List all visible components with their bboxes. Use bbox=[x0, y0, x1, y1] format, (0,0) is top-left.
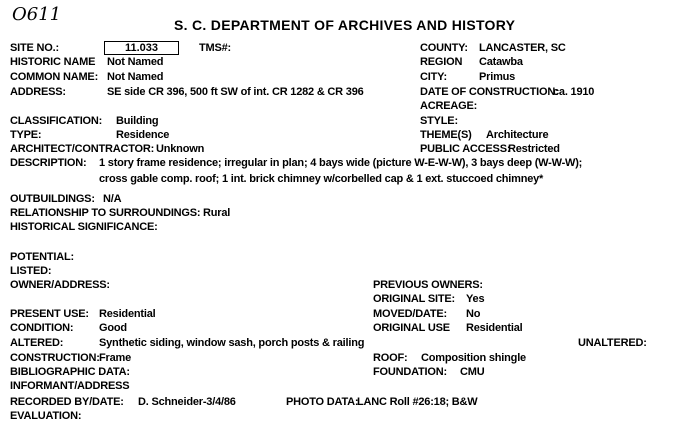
city-value: Primus bbox=[479, 71, 516, 83]
present-use-value: Residential bbox=[99, 308, 156, 320]
classification-value: Building bbox=[116, 115, 159, 127]
public-access-value: Restricted bbox=[508, 143, 560, 155]
date-of-construction-label: DATE OF CONSTRUCTION: bbox=[420, 86, 559, 98]
public-access-label: PUBLIC ACCESS: bbox=[420, 143, 511, 155]
unaltered-label: UNALTERED: bbox=[578, 337, 647, 349]
common-name-label: COMMON NAME: bbox=[10, 71, 99, 83]
original-site-value: Yes bbox=[466, 293, 485, 305]
relationship-label: RELATIONSHIP TO SURROUNDINGS: bbox=[10, 207, 201, 219]
altered-label: ALTERED: bbox=[10, 337, 64, 349]
roof-value: Composition shingle bbox=[421, 352, 526, 364]
informant-label: INFORMANT/ADDRESS bbox=[10, 380, 130, 392]
classification-label: CLASSIFICATION: bbox=[10, 115, 103, 127]
bibliographic-label: BIBLIOGRAPHIC DATA: bbox=[10, 366, 130, 378]
present-use-label: PRESENT USE: bbox=[10, 308, 89, 320]
owner-address-label: OWNER/ADDRESS: bbox=[10, 279, 110, 291]
recorded-by-label: RECORDED BY/DATE: bbox=[10, 396, 124, 408]
site-no-value: 11.033 bbox=[124, 42, 159, 54]
architect-label: ARCHITECT/CONTRACTOR: bbox=[10, 143, 155, 155]
foundation-value: CMU bbox=[460, 366, 485, 378]
roof-label: ROOF: bbox=[373, 352, 408, 364]
header-title: S. C. DEPARTMENT OF ARCHIVES AND HISTORY bbox=[174, 17, 516, 33]
acreage-label: ACREAGE: bbox=[420, 100, 478, 112]
historic-name-label: HISTORIC NAME bbox=[10, 56, 96, 68]
address-value: SE side CR 396, 500 ft SW of int. CR 1282 & CR 396 bbox=[107, 86, 364, 98]
themes-value: Architecture bbox=[486, 129, 549, 141]
original-use-label: ORIGINAL USE bbox=[373, 322, 450, 334]
description-line-2: cross gable comp. roof; 1 int. brick chimney w/corbelled cap & 1 ext. stuccoed chimney* bbox=[99, 173, 544, 185]
historic-name-value: Not Named bbox=[107, 56, 164, 68]
architect-value: Unknown bbox=[156, 143, 205, 155]
county-value: LANCASTER, SC bbox=[479, 42, 566, 54]
date-of-construction-value: ca. 1910 bbox=[553, 86, 595, 98]
type-label: TYPE: bbox=[10, 129, 42, 141]
region-value: Catawba bbox=[479, 56, 523, 68]
county-label: COUNTY: bbox=[420, 42, 468, 54]
site-no-label: SITE NO.: bbox=[10, 42, 59, 54]
city-label: CITY: bbox=[420, 71, 447, 83]
tms-label: TMS#: bbox=[199, 42, 232, 54]
type-value: Residence bbox=[116, 129, 170, 141]
region-label: REGION bbox=[420, 56, 463, 68]
recorded-by-value: D. Schneider-3/4/86 bbox=[138, 396, 236, 408]
style-label: STYLE: bbox=[420, 115, 458, 127]
common-name-value: Not Named bbox=[107, 71, 164, 83]
outbuildings-value: N/A bbox=[103, 193, 122, 205]
outbuildings-label: OUTBUILDINGS: bbox=[10, 193, 95, 205]
photo-data-label: PHOTO DATA: bbox=[286, 396, 359, 408]
original-use-value: Residential bbox=[466, 322, 523, 334]
site-no-box bbox=[104, 41, 179, 55]
condition-value: Good bbox=[99, 322, 127, 334]
moved-date-label: MOVED/DATE: bbox=[373, 308, 447, 320]
description-line-1: 1 story frame residence; irregular in plan; 4 bays wide (picture W-E-W-W), 3 bays deep (W-W-W); bbox=[99, 157, 583, 169]
address-label: ADDRESS: bbox=[10, 86, 66, 98]
previous-owners-label: PREVIOUS OWNERS: bbox=[373, 279, 483, 291]
foundation-label: FOUNDATION: bbox=[373, 366, 447, 378]
construction-value: Frame bbox=[99, 352, 132, 364]
original-site-label: ORIGINAL SITE: bbox=[373, 293, 455, 305]
historical-significance-label: HISTORICAL SIGNIFICANCE: bbox=[10, 221, 158, 233]
potential-label: POTENTIAL: bbox=[10, 251, 74, 263]
moved-date-value: No bbox=[466, 308, 481, 320]
condition-label: CONDITION: bbox=[10, 322, 74, 334]
themes-label: THEME(S) bbox=[420, 129, 472, 141]
altered-value: Synthetic siding, window sash, porch posts & railing bbox=[99, 337, 365, 349]
handwritten-number: O611 bbox=[12, 4, 62, 25]
evaluation-label: EVALUATION: bbox=[10, 410, 82, 422]
relationship-value: Rural bbox=[203, 207, 231, 219]
listed-label: LISTED: bbox=[10, 265, 52, 277]
photo-data-value: LANC Roll #26:18; B&W bbox=[357, 396, 478, 408]
description-label: DESCRIPTION: bbox=[10, 157, 87, 169]
construction-label: CONSTRUCTION: bbox=[10, 352, 100, 364]
